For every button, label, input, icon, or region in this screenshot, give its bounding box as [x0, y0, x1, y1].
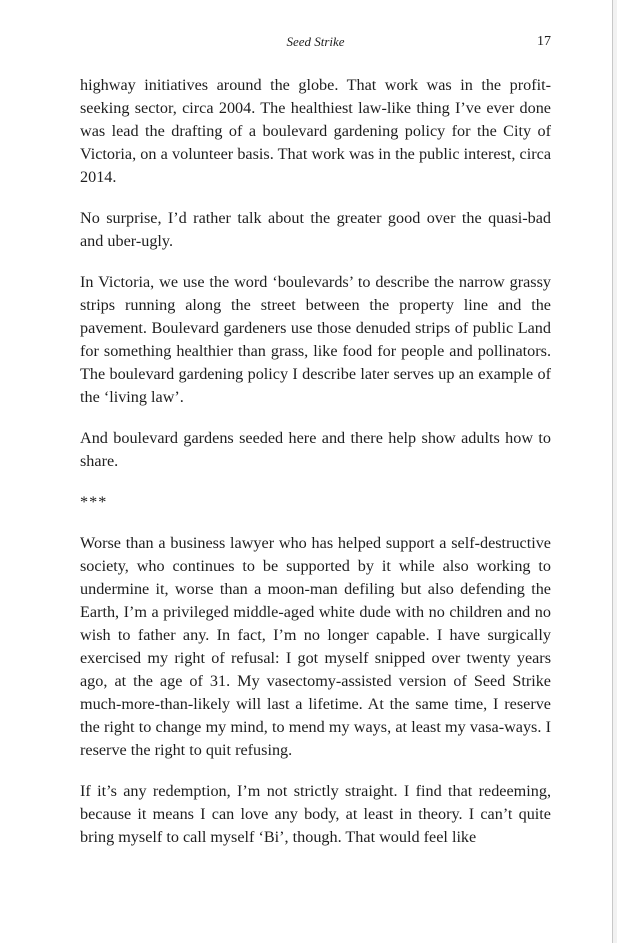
page-edge-shade	[613, 0, 617, 943]
section-break: ***	[80, 493, 108, 511]
paragraph: highway initiatives around the globe. That work was in the profit-seeking sector, circa 2004. The healthiest law-like thing I’ve ever done was lead the drafting of a boulevard gardening policy for the City of Victoria, on a volunteer basis. That work was in the public interest, circa 2014.	[80, 76, 551, 186]
page-header	[80, 33, 551, 51]
paragraph: And boulevard gardens seeded here and there help show adults how to share.	[80, 429, 551, 470]
paragraph: If it’s any redemption, I’m not strictly straight. I find that redeeming, because it means I can love any body, at least in theory. I can’t quite bring myself to call myself ‘Bi’, though. That would feel like	[80, 782, 551, 846]
body-text	[80, 74, 551, 867]
paragraph: Worse than a business lawyer who has helped support a self-destructive society, who continues to be supported by it while also working to undermine it, worse than a moon-man defiling but also defending the Earth, I’m a privileged middle-aged white dude with no children and no wish to father any. In fact, I’m no longer capable. I have surgically exercised my right of refusal: I got myself snipped over twenty years ago, at the age of 31. My vasectomy-assisted version of Seed Strike much-more-than-likely will last a lifetime. At the same time, I reserve the right to change my mind, to mend my ways, at least my vasa-ways. I reserve the right to quit refusing.	[80, 534, 551, 759]
page-number: 17	[537, 34, 551, 49]
running-title: Seed Strike	[286, 34, 345, 49]
paragraph: In Victoria, we use the word ‘boulevards’ to describe the narrow grassy strips running along the street between the property line and the pavement. Boulevard gardeners use those denuded strips of public Land for something healthier than grass, like food for people and pollinators. The boulevard gardening policy I describe later serves up an example of the ‘living law’.	[80, 273, 551, 406]
paragraph: No surprise, I’d rather talk about the greater good over the quasi-bad and uber-ugly.	[80, 209, 551, 250]
